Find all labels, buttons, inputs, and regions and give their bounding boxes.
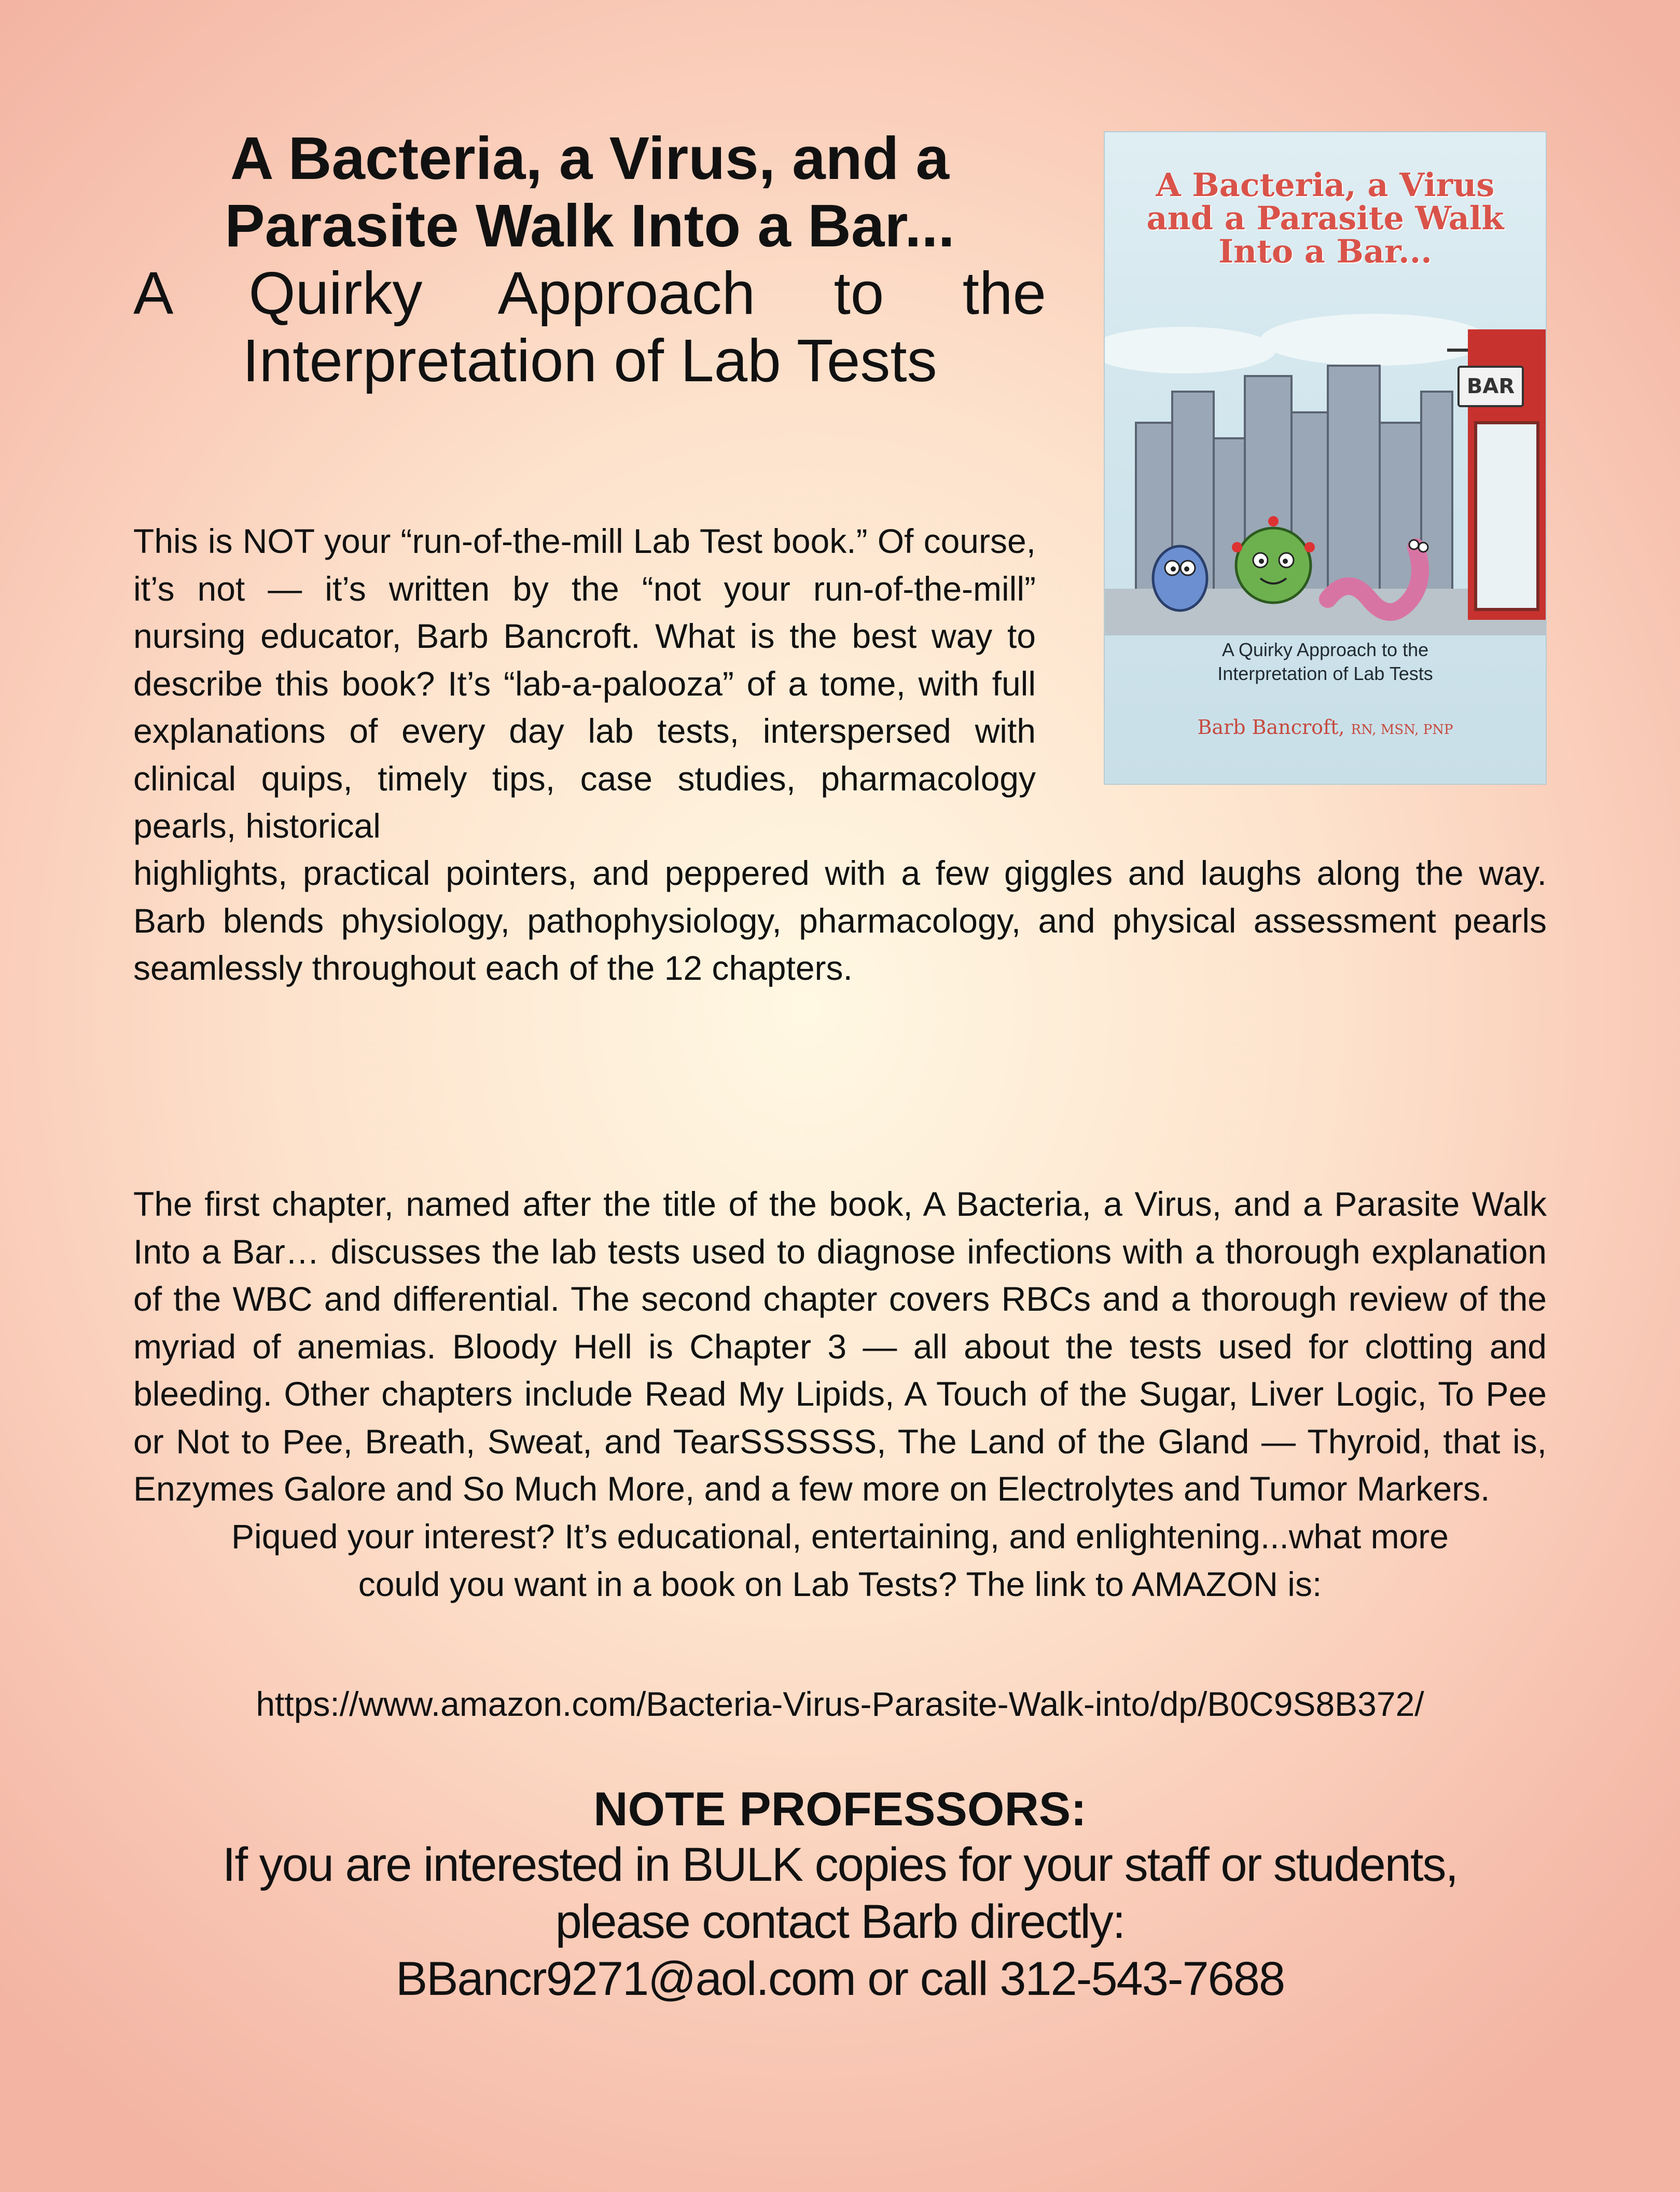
cover-author xyxy=(1136,716,1515,739)
interest-line-2: could you want in a book on Lab Tests? The link to AMAZON is: xyxy=(358,1564,1322,1603)
note-line-2: please contact Barb directly: xyxy=(555,1895,1125,1948)
bacteria-character xyxy=(1153,546,1207,611)
book-cover-image xyxy=(1105,132,1546,784)
headline-subtitle-line-2: Interpretation of Lab Tests xyxy=(242,327,937,394)
intro-paragraph-top: This is NOT your “run-of-the-mill Lab Test book.” Of course, it’s not — it’s written by the “not your run-of-the-mill” nursing educator, Barb Bancroft. What is the best way to describe this book? It’s “lab-a-palooza” of a tome, with full explanations of every day lab tests, interspersed with clinical quips, timely tips, case studies, pharmacology pearls, historical xyxy=(133,522,1036,845)
cover-author-name: Barb Bancroft, xyxy=(1197,716,1345,739)
cover-subtitle-line-1: A Quirky Approach to the xyxy=(1221,639,1429,660)
cover-title-line-3: Into a Bar... xyxy=(1218,232,1432,270)
headline-subtitle-line-1: A Quirky Approach to the xyxy=(133,259,1046,327)
cover-title xyxy=(1126,166,1525,270)
headline-bold-line-1: A Bacteria, a Virus, and a xyxy=(230,124,950,192)
headline-bold xyxy=(133,124,1046,259)
headline-bold-line-2: Parasite Walk Into a Bar... xyxy=(225,192,955,259)
cover-subtitle xyxy=(1136,638,1515,686)
note-line-1: If you are interested in BULK copies for your staff or students, xyxy=(222,1838,1458,1891)
chapters-paragraph: The first chapter, named after the title of the book, A Bacteria, a Virus, and a Parasite Walk Into a Bar… discusses the lab tests used to diagnose infections with a thorough explanation of the WBC and differential. The second chapter covers RBCs and a thorough review of the myriad of anemias. Bloody Hell is Chapter 3 — all about the tests used for clotting and bleeding. Other chapters include Read My Lipids, A Touch of the Sugar, Liver Logic, To Pee or Not to Pee, Breath, Sweat, and TearSSSSSS, The Land of the Gland — Thyroid, that is, Enzymes Galore and So Much More, and a few more on Electrolytes and Tumor Markers. xyxy=(133,1185,1547,1508)
note-contact-line[interactable]: BBancr9271@aol.com or call 312-543-7688 xyxy=(395,1952,1285,2005)
interest-paragraph xyxy=(133,1513,1547,1608)
note-body xyxy=(133,1836,1547,2007)
note-heading: NOTE PROFESSORS: xyxy=(593,1783,1087,1836)
intro-paragraph-bottom: highlights, practical pointers, and peppered with a few giggles and laughs along the way. Barb blends physiology, pathophysiology, pharmacology, and physical assessment pearls seamlessly throughout each of the 12 chapters. xyxy=(133,854,1547,987)
headline-subtitle xyxy=(133,259,1046,394)
cover-author-credentials: RN, MSN, PNP xyxy=(1351,722,1453,738)
headline xyxy=(133,124,1046,394)
interest-line-1: Piqued your interest? It’s educational, entertaining, and enlightening...what more xyxy=(231,1517,1449,1556)
amazon-link[interactable]: https://www.amazon.com/Bacteria-Virus-Parasite-Walk-into/dp/B0C9S8B372/ xyxy=(256,1685,1424,1723)
cover-title-line-1: A Bacteria, a Virus xyxy=(1156,166,1495,204)
cover-title-line-2: and a Parasite Walk xyxy=(1146,199,1504,237)
cover-subtitle-line-2: Interpretation of Lab Tests xyxy=(1217,663,1433,684)
cover-bar-sign: BAR xyxy=(1457,366,1524,407)
